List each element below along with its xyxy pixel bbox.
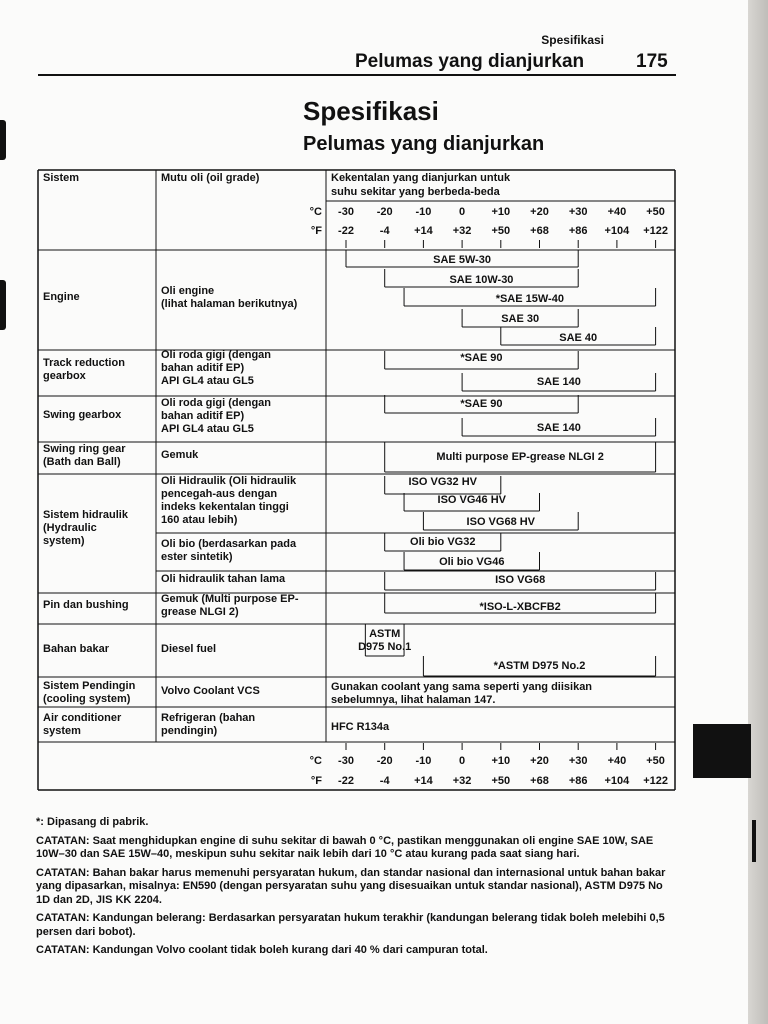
system-label: Swing gearbox — [43, 409, 122, 421]
page-title: Spesifikasi — [303, 96, 439, 126]
system-label: (Bath dan Ball) — [43, 456, 121, 468]
note-fuel: CATATAN: Bahan bakar harus memenuhi persyaratan hukum, dan standar nasional dan internasional untuk bahan bakar yang dipasarkan, misalnya: EN590 (dengan persyaratan suhu yang disesuaikan untuk standar nasional), ASTM D975 No 1D dan 2D, JIS KK 2204. — [36, 866, 666, 906]
temp-c-label: +50 — [646, 755, 665, 767]
range-label: *SAE 15W-40 — [495, 293, 564, 305]
grade-label: Oli roda gigi (dengan — [161, 397, 271, 409]
temp-c-label: +30 — [568, 206, 588, 218]
range-label: ISO VG46 HV — [437, 494, 507, 506]
system-label: system) — [43, 535, 85, 547]
grade-label: Oli engine — [161, 285, 215, 297]
astm-no1-label: ASTM — [369, 628, 401, 640]
footnotes — [36, 816, 676, 963]
system-label: gearbox — [43, 370, 86, 382]
temp-f-label: +32 — [452, 775, 472, 787]
range-label: *ISO-L-XBCFB2 — [479, 601, 561, 613]
temp-c-label: +30 — [568, 755, 588, 767]
range-label: SAE 140 — [536, 422, 581, 434]
temp-f-label: -22 — [338, 775, 354, 787]
grade-label: pencegah-aus dengan — [161, 488, 278, 500]
header-viscosity-line1: Kekentalan yang dianjurkan untuk — [331, 172, 511, 184]
system-label: system — [43, 725, 81, 737]
grade-label: Gemuk (Multi purpose EP- — [161, 593, 299, 605]
note-factory: *: Dipasang di pabrik. — [36, 816, 149, 828]
temp-c-label: -30 — [338, 755, 354, 767]
system-label: Bahan bakar — [43, 643, 110, 655]
running-header-section: Spesifikasi — [541, 33, 604, 47]
grade-label: pendingin) — [161, 725, 218, 737]
temp-f-label: +14 — [414, 775, 433, 787]
temp-f-label: +122 — [643, 225, 668, 237]
grade-label: Oli roda gigi (dengan — [161, 349, 271, 361]
coolant-note: Gunakan coolant yang sama seperti yang diisikan — [331, 681, 593, 693]
astm-no1-label: D975 No.1 — [358, 641, 412, 653]
grade-label: API GL4 atau GL5 — [161, 423, 254, 435]
range-label: *SAE 90 — [460, 398, 503, 410]
temp-c-label: +50 — [646, 206, 665, 218]
range-label: *ASTM D975 No.2 — [493, 660, 586, 672]
range-label: SAE 30 — [501, 313, 540, 325]
grade-label: indeks kekentalan tinggi — [161, 501, 289, 513]
grade-label: Diesel fuel — [161, 643, 217, 655]
temp-c-label: 0 — [459, 755, 466, 767]
grade-label: Oli Hidraulik (Oli hidraulik — [161, 475, 297, 487]
temp-f-label: +104 — [604, 225, 630, 237]
temp-f-label: -4 — [379, 775, 390, 787]
range-label: ISO VG32 HV — [408, 476, 477, 488]
grade-label: Oli hidraulik tahan lama — [161, 573, 286, 585]
system-label: Track reduction — [43, 357, 125, 369]
temp-f-label: +32 — [452, 225, 472, 237]
range-label: ISO VG68 — [495, 574, 546, 586]
grade-label: API GL4 atau GL5 — [161, 375, 254, 387]
range-label: SAE 40 — [559, 332, 598, 344]
grade-label: Refrigeran (bahan — [161, 712, 256, 724]
temp-f-label: +122 — [643, 775, 668, 787]
temp-f-label: +86 — [568, 225, 588, 237]
grade-label: grease NLGI 2) — [161, 606, 239, 618]
system-label: Sistem hidraulik — [43, 509, 128, 521]
unit-celsius-top: °C — [309, 206, 322, 218]
temp-c-label: +10 — [491, 755, 511, 767]
note-engine-oil: CATATAN: Saat menghidupkan engine di suhu sekitar di bawah 0 °C, pastikan menggunakan oli engine SAE 10W, SAE 10W–30 dan SAE 15W–40, meskipun suhu sekitar naik lebih dari 10 °C atau kurang pada saat siang hari. — [36, 834, 654, 860]
system-label: Pin dan bushing — [43, 599, 129, 611]
temp-f-label: +68 — [530, 775, 549, 787]
range-label: SAE 140 — [536, 376, 581, 388]
temp-c-label: -10 — [415, 755, 432, 767]
header-viscosity-line2: suhu sekitar yang berbeda-beda — [331, 186, 500, 198]
system-label: Swing ring gear — [43, 443, 126, 455]
header-grade: Mutu oli (oil grade) — [161, 172, 260, 184]
temp-f-label: +50 — [491, 775, 511, 787]
system-label: Sistem Pendingin — [43, 680, 136, 692]
system-label: Engine — [43, 291, 80, 303]
temp-f-label: +14 — [414, 225, 433, 237]
page-number: 175 — [636, 51, 668, 72]
grade-label: Gemuk — [161, 449, 199, 461]
note-sulfur: CATATAN: Kandungan belerang: Berdasarkan persyaratan hukum terakhir (kandungan belerang tidak boleh melebihi 0,5 persen dari bobot). — [36, 912, 665, 938]
temp-c-label: +40 — [607, 755, 627, 767]
temp-f-label: +86 — [568, 775, 588, 787]
grade-label: (lihat halaman berikutnya) — [161, 298, 298, 310]
range-label: Oli bio VG32 — [410, 536, 476, 548]
system-label: (cooling system) — [43, 693, 131, 705]
temp-c-label: -20 — [376, 755, 393, 767]
note-coolant: CATATAN: Kandungan Volvo coolant tidak boleh kurang dari 40 % dari campuran total. — [36, 944, 488, 956]
grade-label: bahan aditif EP) — [161, 410, 245, 422]
running-header-title: Pelumas yang dianjurkan — [355, 51, 585, 72]
unit-fahrenheit-bottom: °F — [310, 775, 322, 787]
unit-celsius-bottom: °C — [309, 755, 322, 767]
temp-c-label: -30 — [338, 206, 354, 218]
system-label: Air conditioner — [43, 712, 122, 724]
temp-f-label: -22 — [338, 225, 354, 237]
range-label: SAE 10W-30 — [449, 274, 514, 286]
temp-f-label: +68 — [530, 225, 549, 237]
header-system: Sistem — [43, 172, 80, 184]
temp-c-label: +20 — [530, 206, 549, 218]
temp-c-label: +40 — [607, 206, 627, 218]
unit-fahrenheit-top: °F — [310, 225, 322, 237]
temp-c-label: +20 — [530, 755, 549, 767]
temp-f-label: -4 — [379, 225, 390, 237]
grade-label: bahan aditif EP) — [161, 362, 245, 374]
grade-label: ester sintetik) — [161, 551, 233, 563]
temp-c-label: +10 — [491, 206, 511, 218]
temp-f-label: +50 — [491, 225, 511, 237]
range-label: Multi purpose EP-grease NLGI 2 — [436, 451, 604, 463]
grade-label: 160 atau lebih) — [161, 514, 238, 526]
temp-c-label: 0 — [459, 206, 466, 218]
grade-label: Volvo Coolant VCS — [161, 685, 260, 697]
range-label: *SAE 90 — [460, 352, 503, 364]
coolant-note: sebelumnya, lihat halaman 147. — [331, 694, 496, 706]
ac-value: HFC R134a — [331, 721, 390, 733]
range-label: ISO VG68 HV — [466, 516, 536, 528]
grade-label: Oli bio (berdasarkan pada — [161, 538, 297, 550]
page-subtitle: Pelumas yang dianjurkan — [303, 133, 545, 155]
system-label: (Hydraulic — [43, 522, 97, 534]
temp-f-label: +104 — [604, 775, 630, 787]
range-label: Oli bio VG46 — [439, 556, 505, 568]
range-label: SAE 5W-30 — [433, 254, 492, 266]
temp-c-label: -20 — [376, 206, 393, 218]
temp-c-label: -10 — [415, 206, 432, 218]
